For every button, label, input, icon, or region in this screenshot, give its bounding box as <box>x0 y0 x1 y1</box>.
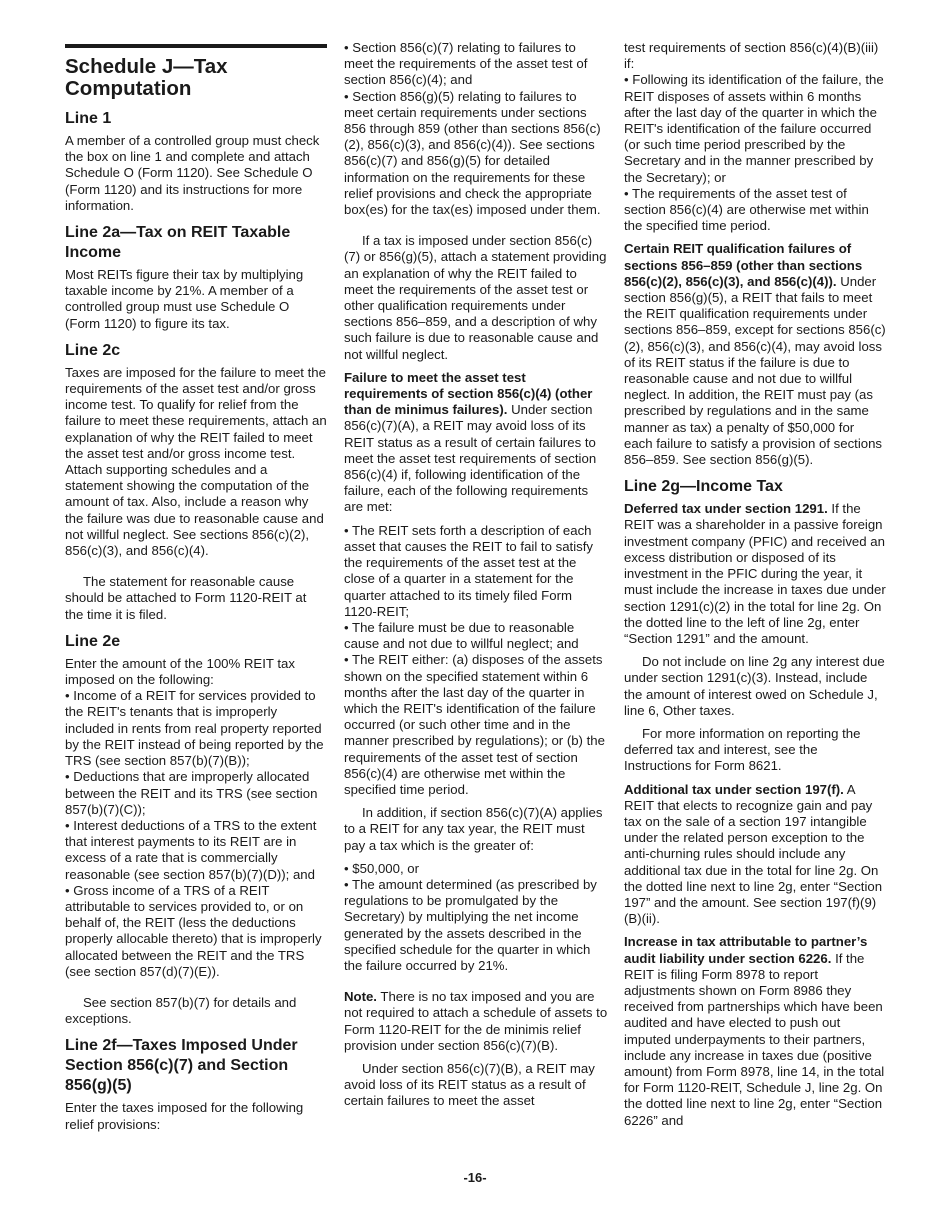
line2g-heading: Line 2g—Income Tax <box>624 478 783 496</box>
list-item: • Section 856(c)(7) relating to failures to meet the requirements of the asset test of section 856(c)(4); and <box>344 40 588 88</box>
list-item: • Section 856(g)(5) relating to failures to meet certain requirements under sections 856 through 859 (other than sections 856(c)(2), 856(c)(3), and 856(c)(4)). See sections 856(c)(7) and 856(g)(5) for detailed information on the requirements for these relief provisions and check the appropriate box(es) for the tax(es) imposed under them. <box>344 88 601 218</box>
line1-text: A member of a controlled group must check the box on line 1 and complete and attach Schedule O (Form 1120). See Schedule O (Form 1120) and its instructions for more information. <box>65 133 320 213</box>
list-item: • Gross income of a TRS of a REIT attributable to services provided to, or on behalf of, the REIT (less the deductions properly allocable thereto) that is improperly allocated between the REIT and the TRS (see section 857(d)(7)(E)). <box>65 882 322 979</box>
failure-paragraph <box>344 370 608 516</box>
in-addition-paragraph: In addition, if section 856(c)(7)(A) applies to a REIT for any tax year, the REIT must pay a tax which is the greater of: <box>344 805 603 853</box>
increase-lead: Increase in tax attributable to partner’s audit liability under section 6226. <box>624 934 868 966</box>
for-more-paragraph: For more information on reporting the deferred tax and interest, see the Instructions for Form 8621. <box>624 725 861 774</box>
line2e-heading: Line 2e <box>65 632 121 650</box>
certain-failures-paragraph <box>624 241 886 468</box>
page-number: -16- <box>463 1170 487 1185</box>
list-item: • Following its identification of the failure, the REIT disposes of assets within 6 months after the last day of the quarter in which the REIT's identification of the failure occurred (or such time period prescribed by the Secretary and in the manner prescribed by the Secretary); or <box>624 72 884 185</box>
do-not-paragraph: Do not include on line 2g any interest due under section 1291(c)(3). Instead, include the amount of interest owed on Schedule J, line 6, Other taxes. <box>624 654 885 718</box>
line2f-intro: Enter the taxes imposed for the following relief provisions: <box>65 1100 304 1132</box>
schedule-j-title: Schedule J—Tax Computation <box>65 55 228 100</box>
list-item: • The requirements of the asset test of section 856(c)(4) are otherwise met within the specified time period. <box>624 185 869 234</box>
list-item: • $50,000, or <box>344 860 420 876</box>
column-middle <box>344 40 608 1117</box>
list-item: • The REIT sets forth a description of each asset that causes the REIT to fail to satisfy the requirements of the asset test at the close of a quarter in a statement for the quarter attached to its timely filed Form 1120-REIT; <box>344 522 593 619</box>
increase-text: If the REIT is filing Form 8978 to report adjustments shown on Form 8986 they received from partnerships which have been audited and have elected to push out imputed underpayments to their partners, include any increase in taxes due (positive amount) from Form 8978, line 14, in the total for Form 1120-REIT, Schedule J, line 2g. On the dotted line next to line 2g, enter “Section 6226” and <box>624 950 885 1128</box>
certain-text: Under section 856(g)(5), a REIT that fails to meet the REIT qualification requirements under sections 856–859, except for sections 856(c)(2), 856(c)(3), and 856(c)(4), may avoid loss of its REIT status if the failure is due to reasonable cause and not due to willful neglect. In addition, the REIT must pay (as prescribed by regulations and in the same manner as tax) a penalty of $50,000 for each failure to satisfy a provision of sections 856–859. See section 856(g)(5). <box>624 273 886 468</box>
deferred-text: If the REIT was a shareholder in a passive foreign investment company (PFIC) and received an excess distribution or disposed of its investment in the PFIC during the year, it must include the increase in taxes due under section 1291(c)(2) in the total for line 2g. On the dotted line to the left of line 2g, enter “Section 1291” and the amount. <box>624 501 886 646</box>
failure-lead: Failure to meet the asset test requirements of section 856(c)(4) (other than de minimus failures). <box>344 369 593 418</box>
list-item: • The failure must be due to reasonable cause and not due to willful neglect; and <box>344 619 579 652</box>
line2f-heading: Line 2f—Taxes Imposed Under Section 856(c)(7) and Section 856(g)(5) <box>65 1037 298 1095</box>
list-item: • The REIT either: (a) disposes of the assets shown on the specified statement within 6 months after the last day of the quarter in which the REIT's identification of the failure occurred (or such other time and in the manner prescribed by regulations); or (b) the requirements of the asset test of section 856(c)(4) are otherwise met within the specified time period. <box>344 652 605 797</box>
line2e-intro: Enter the amount of the 100% REIT tax imposed on the following: <box>65 655 295 688</box>
list-item: • Deductions that are improperly allocated between the REIT and its TRS (see section 857(b)(7)(C)); <box>65 769 318 817</box>
column-right <box>624 40 886 1136</box>
line2c-heading: Line 2c <box>65 341 121 359</box>
line1-heading: Line 1 <box>65 110 112 127</box>
deferred-paragraph <box>624 501 886 647</box>
list-item: • Income of a REIT for services provided to the REIT's tenants that is improperly included in rents from real property reported by the REIT instead of being reported by the TRS (see section 857(b)(7)(B)); <box>65 688 324 769</box>
line2a-text: Most REITs figure their tax by multiplying taxable income by 21%. A member of a controlled group must use Schedule O (Form 1120) to figure its tax. <box>65 267 304 331</box>
certain-lead: Certain REIT qualification failures of sections 856–859 (other than sections 856(c)(2), 856(c)(3), and 856(c)(4)). <box>624 241 863 289</box>
note-lead: Note. <box>344 989 377 1005</box>
additional-lead: Additional tax under section 197(f). <box>624 781 844 797</box>
deferred-lead: Deferred tax under section 1291. <box>624 501 828 517</box>
line2c-text: Taxes are imposed for the failure to meet the requirements of the asset test and/or gross income test. To qualify for relief from the failure to meet these requirements, attach an explanation of why the REIT failed to meet the asset test and/or gross income test. Attach supporting schedules and a statement showing the computation of the amount of tax. Also, include a reason why the failure was due to reasonable cause and not willful neglect. See sections 856(c)(2), 856(c)(3), and 856(c)(4). <box>65 364 327 559</box>
line2a-heading: Line 2a—Tax on REIT Taxable Income <box>65 224 291 262</box>
if-tax-paragraph: If a tax is imposed under section 856(c)(7) or 856(g)(5), attach a statement providing an explanation of why the REIT failed to meet the requirements of the asset test or other qualification requirements under sections 856–859, and a description of why such failure is due to reasonable cause and not willful neglect. <box>344 233 607 362</box>
increase-tax-paragraph <box>624 934 886 1128</box>
line2e-see: See section 857(b)(7) for details and exceptions. <box>65 994 297 1027</box>
section-rule <box>65 44 327 48</box>
note-text: There is no tax imposed and you are not required to attach a schedule of assets to Form 1120-REIT for the de minimis relief provision under section 856(c)(7)(B). <box>344 989 608 1053</box>
note-paragraph <box>344 989 608 1054</box>
failure-text: Under section 856(c)(7)(A), a REIT may avoid loss of its REIT status as a result of certain failures to meet the asset test requirements of section 856(c)(4) if, following identification of the failure, each of the following requirements are met: <box>344 402 597 515</box>
additional-text: A REIT that elects to recognize gain and pay tax on the sale of a section 197 intangible under the related person exception to the anti-churning rules should include any additional tax due in the total for line 2g. On the dotted line next to line 2g, enter “Section 197” and the amount. See section 197(f)(9)(B)(ii). <box>624 781 883 927</box>
list-item: • Interest deductions of a TRS to the extent that interest payments to its REIT are in excess of a rate that is commercially reasonable (see section 857(b)(7)(D)); and <box>65 817 317 882</box>
additional-tax-paragraph <box>624 782 886 928</box>
column-left <box>65 40 327 1140</box>
continued-text: test requirements of section 856(c)(4)(B)(iii) if: <box>624 40 879 72</box>
line2c-statement: The statement for reasonable cause should be attached to Form 1120-REIT at the time it is filed. <box>65 574 307 622</box>
under-section-paragraph: Under section 856(c)(7)(B), a REIT may avoid loss of its REIT status as a result of certain failures to meet the asset <box>344 1060 595 1109</box>
list-item: • The amount determined (as prescribed by regulations to be promulgated by the Secretary) by multiplying the net income generated by the assets described in the specified schedule for the quarter in which the failure occurred by 21%. <box>344 876 597 973</box>
